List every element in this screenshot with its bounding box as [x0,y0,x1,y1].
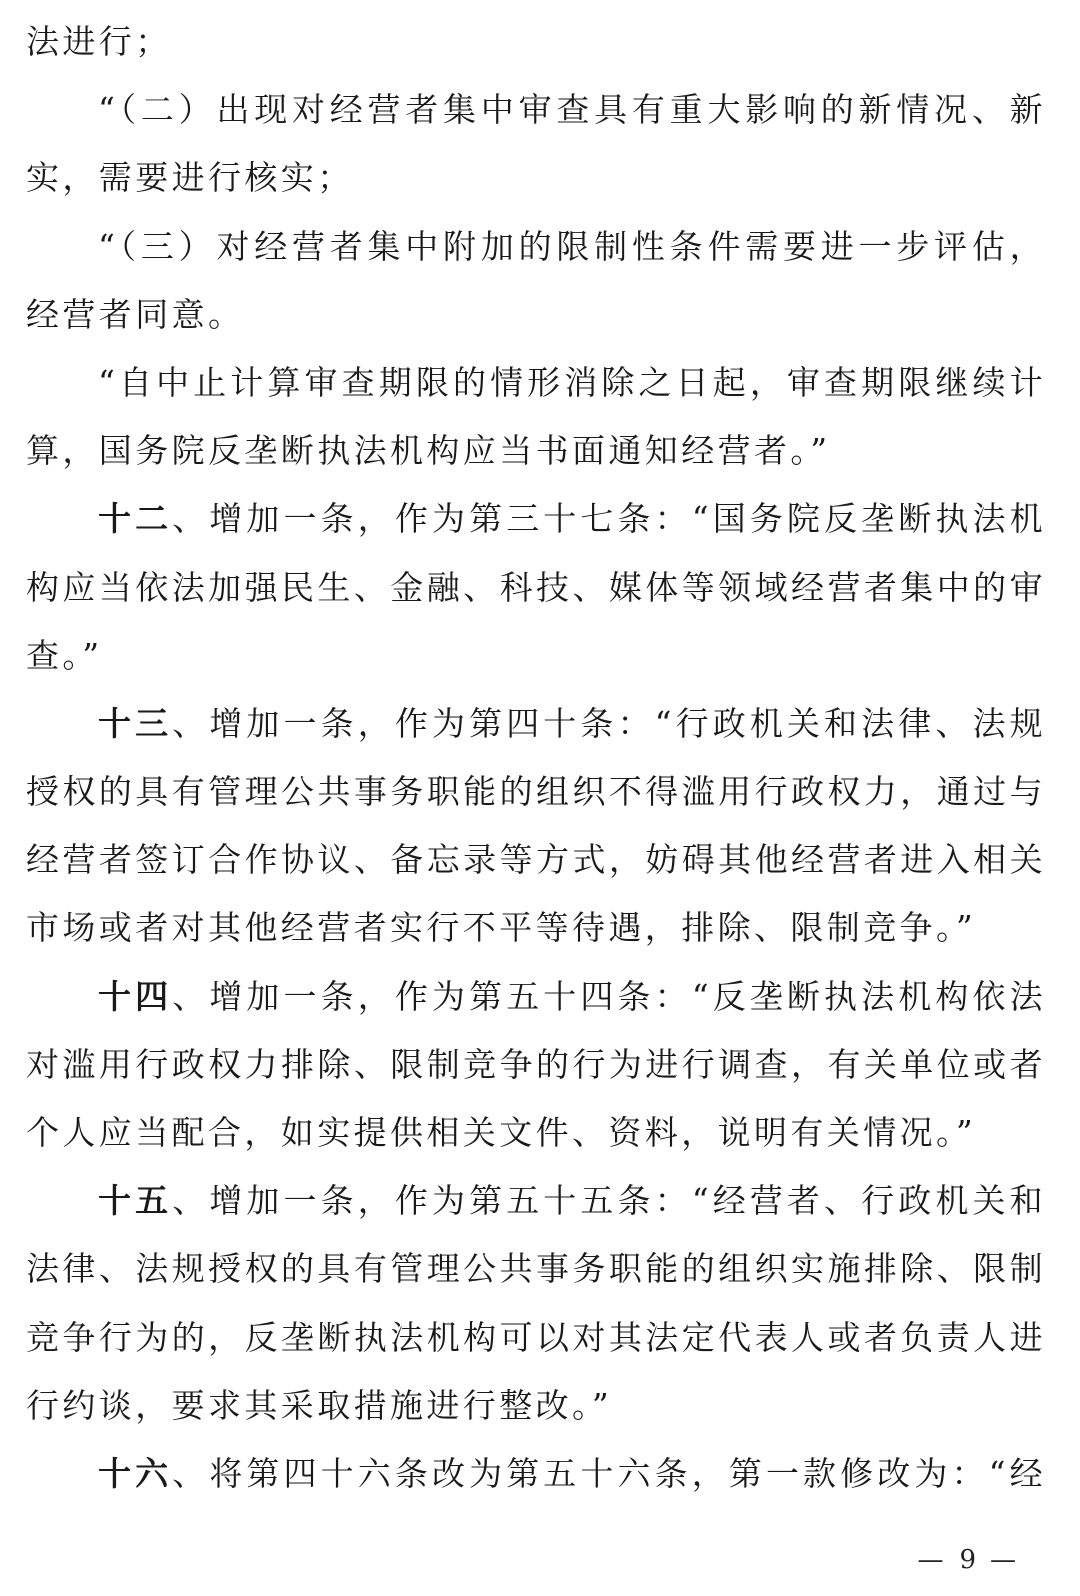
text-line [26,485,1046,553]
line-text: 个人应当配合，如实提供相关文件、资料，说明有关情况。” [26,1113,977,1152]
text-line [26,758,1046,826]
section-number: 十五 [98,1181,173,1221]
line-text: 、增加一条，作为第三十七条：“国务院反垄断执法机 [172,499,1046,539]
text-line [26,826,1046,894]
line-text: 授权的具有管理公共事务职能的组织不得滥用行政权力，通过与 [26,772,1046,812]
line-text: 、增加一条，作为第四十条：“行政机关和法律、法规 [172,703,1046,743]
text-line [26,1167,1046,1235]
line-text: “（三）对经营者集中附加的限制性条件需要进一步评估， [98,226,1046,266]
line-text: 实，需要进行核实； [26,158,354,198]
line-text: 法进行； [26,22,172,61]
text-line [26,1372,1046,1440]
page-number: 9 [959,1545,976,1575]
text-line [26,144,1046,212]
section-number: 十六 [98,1453,173,1493]
text-line [26,1235,1046,1303]
line-text: 经营者签订合作协议、备忘录等方式，妨碍其他经营者进入相关 [26,840,1046,880]
body-text [26,8,1046,1508]
line-text: 查。” [26,635,103,675]
line-text: 算，国务院反垄断执法机构应当书面通知经营者。” [26,431,831,471]
text-line [26,1031,1046,1099]
footer-dash-left: — [917,1545,946,1575]
text-line [26,213,1046,281]
text-line [26,76,1046,144]
line-text: 、增加一条，作为第五十四条：“反垄断执法机构依法 [172,976,1046,1016]
text-line [26,281,1046,349]
page-footer [0,1540,1080,1580]
text-line [26,554,1046,622]
line-text: 市场或者对其他经营者实行不平等待遇，排除、限制竞争。” [26,908,977,948]
line-text: “（二）出现对经营者集中审查具有重大影响的新情况、新 [98,90,1046,130]
line-text: “自中止计算审查期限的情形消除之日起，审查期限继续计 [98,362,1046,402]
text-line [26,1099,1046,1167]
text-line [26,1304,1046,1372]
line-text: 竞争行为的，反垄断执法机构可以对其法定代表人或者负责人进 [26,1317,1046,1357]
footer-dash-right: — [990,1545,1018,1575]
line-text: 法律、法规授权的具有管理公共事务职能的组织实施排除、限制 [26,1249,1046,1289]
line-text: 行约谈，要求其采取措施进行整改。” [26,1385,613,1425]
line-text: 经营者同意。 [26,294,245,334]
text-line [26,349,1046,417]
text-line [26,963,1046,1031]
text-line [26,8,1046,76]
text-line [26,417,1046,485]
section-number: 十四 [98,976,173,1016]
text-line [26,1440,1046,1508]
line-text: 构应当依法加强民生、金融、科技、媒体等领域经营者集中的审 [26,567,1046,607]
line-text: 、增加一条，作为第五十五条：“经营者、行政机关和 [172,1181,1046,1221]
text-line [26,690,1046,758]
text-line [26,894,1046,962]
line-text: 、将第四十六条改为第五十六条，第一款修改为：“经 [172,1453,1046,1493]
line-text: 对滥用行政权力排除、限制竞争的行为进行调查，有关单位或者 [26,1044,1046,1084]
section-number: 十二 [98,499,173,539]
text-line [26,622,1046,690]
section-number: 十三 [98,703,173,743]
